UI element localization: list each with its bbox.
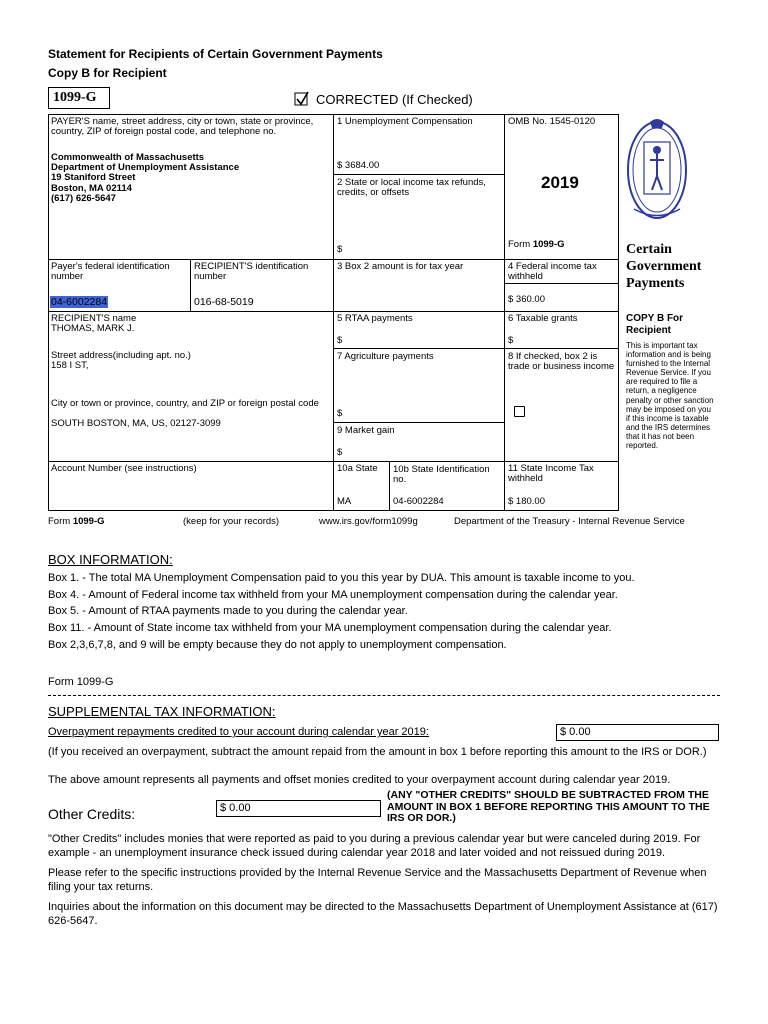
tax-year: 2019	[541, 173, 579, 192]
box1-value: $ 3684.00	[337, 160, 380, 171]
box7-label: 7 Agriculture payments	[337, 351, 434, 362]
payer-fed-id-label: Payer's federal identification number	[51, 261, 170, 282]
box11-label: 11 State Income Tax withheld	[508, 463, 594, 484]
box-info-form-label: Form 1099-G	[48, 676, 114, 688]
footer-keep: (keep for your records)	[183, 516, 280, 527]
box4-label: 4 Federal income tax withheld	[508, 261, 597, 282]
box8-label: 8 If checked, box 2 is trade or business income	[508, 351, 615, 372]
payer-street: 19 Staniford Street	[51, 172, 136, 183]
recipient-street: 158 I ST,	[51, 360, 89, 371]
box-info-line-1: Box 1. - The total MA Unemployment Compensation paid to you this year by DUA. This amount is taxable income to you.	[48, 572, 635, 584]
recipient-name-label: RECIPIENT'S name	[51, 313, 137, 324]
refer-note: Please refer to the specific instructions provided by the Internal Revenue Service and the Massachusetts Department of Revenue when filing your tax returns.	[48, 867, 707, 893]
box-info-line-4: Box 4. - Amount of Federal income tax withheld from your MA unemployment compensation during the calendar year.	[48, 589, 618, 601]
box10b-value: 04-6002284	[393, 496, 444, 507]
payer-dept: Department of Unemployment Assistance	[51, 162, 240, 173]
massachusetts-seal-icon	[624, 114, 690, 224]
box11-value: $ 180.00	[508, 496, 545, 507]
box2-value: $	[337, 244, 343, 255]
box10b-label: 10b State Identification no.	[393, 464, 490, 485]
payer-city: Boston, MA 02114	[51, 183, 132, 194]
copy-b-side-label: COPY B For Recipient	[626, 313, 684, 336]
box-info-heading: BOX INFORMATION:	[48, 552, 173, 567]
box-info-line-11: Box 11. - Amount of State income tax withheld from your MA unemployment compensation during the calendar year.	[48, 622, 612, 634]
payer-phone: (617) 626-5647	[51, 193, 116, 204]
corrected-label: CORRECTED (If Checked)	[316, 92, 473, 107]
footer-url: www.irs.gov/form1099g	[319, 516, 418, 527]
account-number-label: Account Number (see instructions)	[51, 463, 197, 474]
overpayment-note: (If you received an overpayment, subtract the amount repaid from the amount in box 1 before reporting this amount to the IRS or DOR.)	[48, 746, 707, 758]
recipient-id-label: RECIPIENT'S identification number	[194, 261, 309, 282]
box4-value: $ 360.00	[508, 294, 545, 305]
side-heading: Certain Government Payments	[626, 242, 702, 291]
footer-form-label: Form 1099-G	[48, 516, 105, 527]
overpayment-value-field: $ 0.00	[556, 724, 719, 741]
box1-label: 1 Unemployment Compensation	[337, 116, 473, 127]
recipient-id: 016-68-5019	[194, 296, 254, 308]
payer-name: Commonwealth of Massachusetts	[51, 152, 205, 163]
corrected-checkbox[interactable]	[294, 91, 308, 105]
recipient-city: SOUTH BOSTON, MA, US, 02127-3099	[51, 418, 221, 429]
inquiries-note: Inquiries about the information on this document may be directed to the Massachusetts Department of Unemployment Assistance at (617) 626-5647.	[48, 901, 718, 927]
check-mark-icon	[294, 91, 310, 107]
form-label-box: Form 1099-G	[508, 239, 565, 250]
box7-value: $	[337, 408, 343, 419]
box9-value: $	[337, 447, 343, 458]
overpayment-note-2: The above amount represents all payments and offset monies credited to your overpayment account during calendar year 2019.	[48, 774, 671, 786]
supplemental-heading: SUPPLEMENTAL TAX INFORMATION:	[48, 704, 276, 719]
box9-label: 9 Market gain	[337, 425, 395, 436]
form-id-box: 1099-G	[48, 87, 110, 109]
other-credits-label: Other Credits:	[48, 806, 136, 822]
box8-checkbox[interactable]	[514, 406, 525, 417]
footer-dept: Department of the Treasury - Internal Revenue Service	[454, 516, 685, 527]
box5-value: $	[337, 335, 343, 346]
box5-label: 5 RTAA payments	[337, 313, 413, 324]
side-notice: This is important tax information and is being furnished to the Internal Revenue Service. If you are required to file a return, a negligence penalty or other sanction may be imposed on you if this income is taxable and the IRS determines that it has not been reported.	[626, 341, 714, 451]
payer-fed-id: 04-6002284	[51, 296, 108, 308]
recipient-name: THOMAS, MARK J.	[51, 323, 135, 334]
box-info-line-empty: Box 2,3,6,7,8, and 9 will be empty because they do not apply to unemployment compensation.	[48, 639, 507, 651]
payer-label: PAYER'S name, street address, city or town, state or province, country, ZIP of foreign postal code, and telephone no.	[51, 116, 314, 137]
box6-label: 6 Taxable grants	[508, 313, 578, 324]
statement-title: Statement for Recipients of Certain Government Payments	[48, 47, 383, 61]
box6-value: $	[508, 335, 514, 346]
box10a-value: MA	[337, 496, 352, 507]
overpayment-label: Overpayment repayments credited to your account during calendar year 2019:	[48, 726, 429, 738]
other-credits-note: "Other Credits" includes monies that were reported as paid to you during a previous calendar year but were canceled during 2019. For example - an unemployment insurance check issued during calendar year 2018 and later voided and not reissued during 2019.	[48, 833, 701, 859]
box10a-label: 10a State	[337, 463, 378, 474]
cut-line	[48, 695, 720, 696]
omb-number: OMB No. 1545-0120	[508, 116, 596, 127]
recipient-city-label: City or town or province, country, and ZIP or foreign postal code	[51, 398, 319, 409]
recipient-street-label: Street address(including apt. no.)	[51, 350, 191, 361]
box-info-line-5: Box 5. - Amount of RTAA payments made to you during the calendar year.	[48, 605, 408, 617]
copy-b-title: Copy B for Recipient	[48, 66, 167, 80]
box2-label: 2 State or local income tax refunds, credits, or offsets	[337, 177, 486, 198]
box3-label: 3 Box 2 amount is for tax year	[337, 261, 464, 272]
other-credits-warning: (ANY "OTHER CREDITS" SHOULD BE SUBTRACTED FROM THE AMOUNT IN BOX 1 BEFORE REPORTING THIS AMOUNT TO THE IRS OR DOR.)	[387, 789, 710, 824]
other-credits-value-field: $ 0.00	[216, 800, 381, 817]
